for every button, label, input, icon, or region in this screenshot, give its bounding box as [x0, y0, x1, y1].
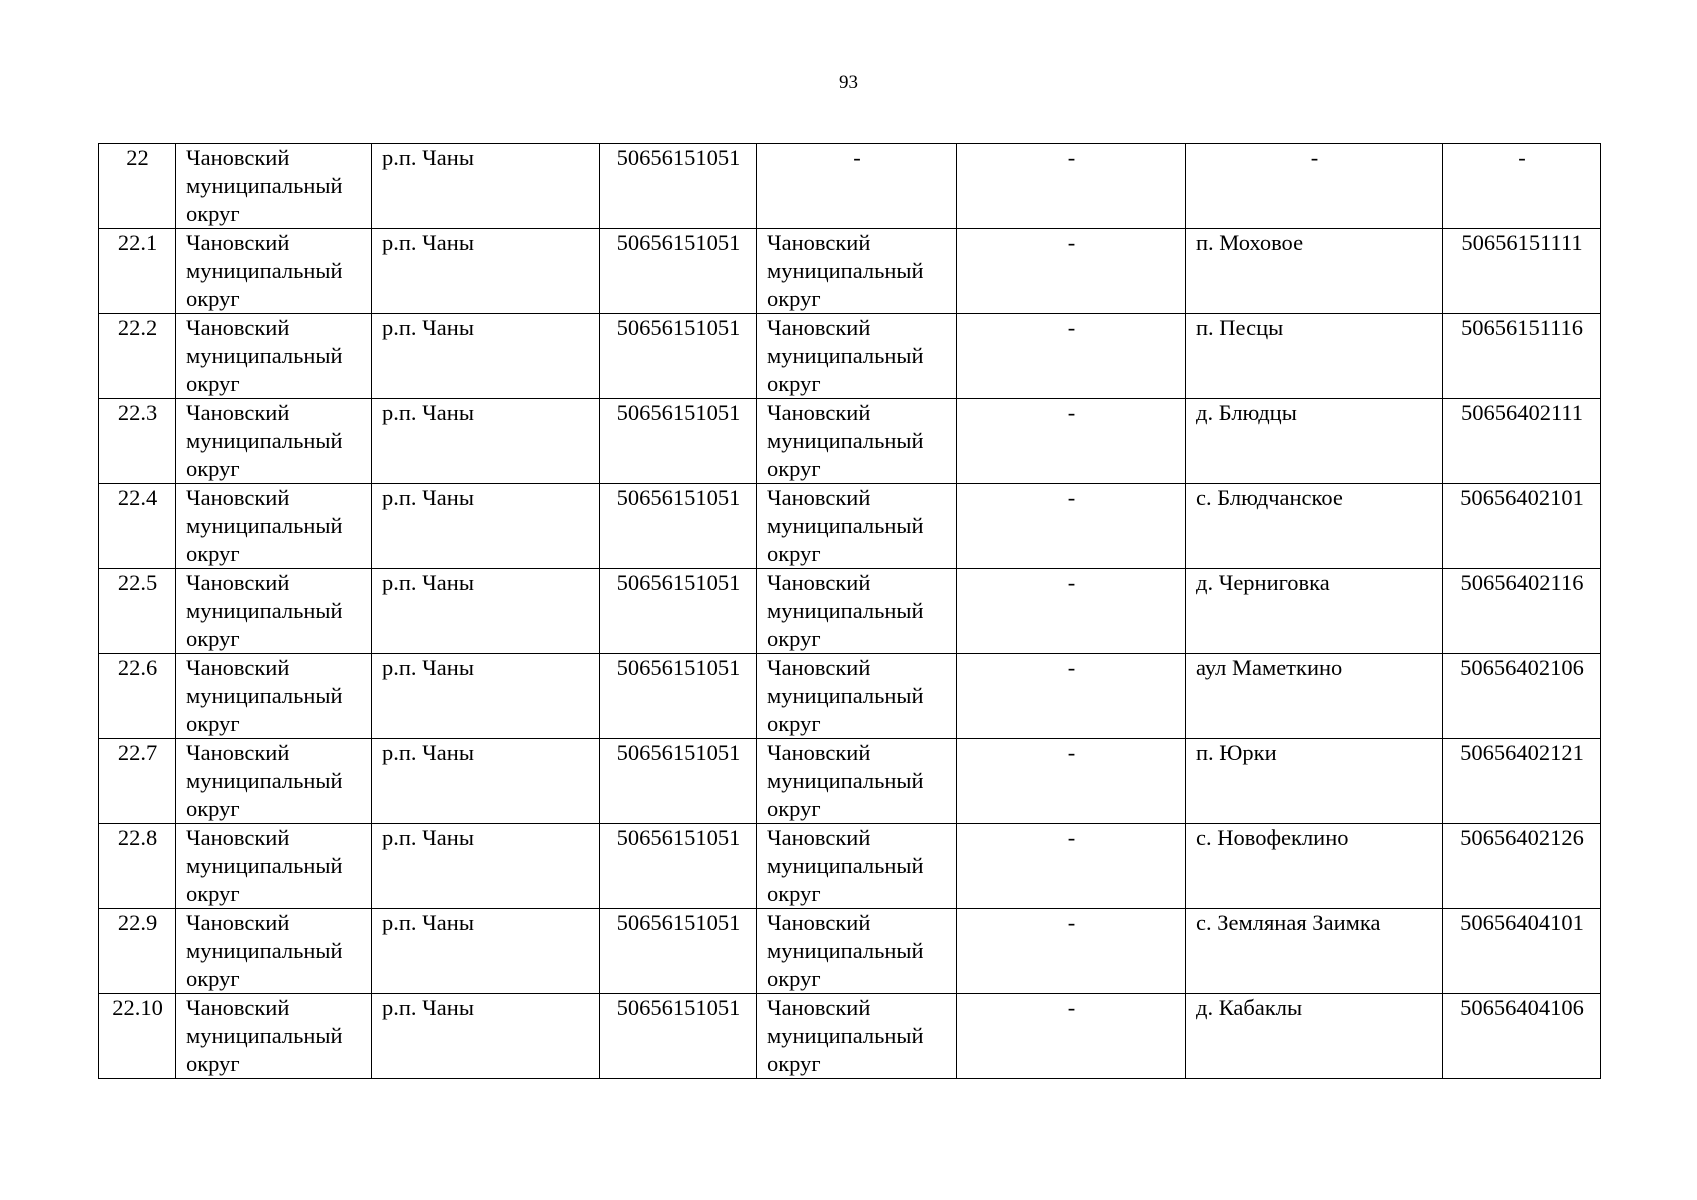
district-cell: Чановский муниципальный округ: [176, 909, 372, 994]
row-number-cell: 22.2: [99, 314, 176, 399]
table-row: [99, 909, 1601, 994]
center-code-cell: 50656151051: [600, 314, 757, 399]
locality-code-cell: 50656402121: [1443, 739, 1601, 824]
center-code-cell: 50656151051: [600, 229, 757, 314]
settlement-cell: -: [957, 909, 1186, 994]
table-row: [99, 144, 1601, 229]
settlement-cell: -: [957, 484, 1186, 569]
center-cell: р.п. Чаны: [372, 569, 600, 654]
district-cell: Чановский муниципальный округ: [176, 399, 372, 484]
target-district-cell: Чановский муниципальный округ: [757, 229, 957, 314]
locality-code-cell: 50656402126: [1443, 824, 1601, 909]
center-code-cell: 50656151051: [600, 484, 757, 569]
table-row: [99, 994, 1601, 1079]
district-cell: Чановский муниципальный округ: [176, 569, 372, 654]
center-cell: р.п. Чаны: [372, 144, 600, 229]
locality-code-cell: 50656404106: [1443, 994, 1601, 1079]
center-cell: р.п. Чаны: [372, 654, 600, 739]
target-district-cell: Чановский муниципальный округ: [757, 739, 957, 824]
center-code-cell: 50656151051: [600, 569, 757, 654]
row-number-cell: 22.7: [99, 739, 176, 824]
locality-cell: аул Маметкино: [1186, 654, 1443, 739]
district-cell: Чановский муниципальный округ: [176, 994, 372, 1079]
center-cell: р.п. Чаны: [372, 909, 600, 994]
settlement-cell: -: [957, 994, 1186, 1079]
center-cell: р.п. Чаны: [372, 824, 600, 909]
locality-cell: -: [1186, 144, 1443, 229]
locality-cell: д. Кабаклы: [1186, 994, 1443, 1079]
table-row: [99, 654, 1601, 739]
target-district-cell: Чановский муниципальный округ: [757, 909, 957, 994]
center-cell: р.п. Чаны: [372, 739, 600, 824]
locality-code-cell: 50656151111: [1443, 229, 1601, 314]
table-row: [99, 739, 1601, 824]
target-district-cell: Чановский муниципальный округ: [757, 484, 957, 569]
row-number-cell: 22: [99, 144, 176, 229]
center-code-cell: 50656151051: [600, 739, 757, 824]
locality-code-cell: 50656402106: [1443, 654, 1601, 739]
target-district-cell: Чановский муниципальный округ: [757, 399, 957, 484]
center-cell: р.п. Чаны: [372, 994, 600, 1079]
settlement-cell: -: [957, 314, 1186, 399]
locality-cell: с. Новофеклино: [1186, 824, 1443, 909]
district-cell: Чановский муниципальный округ: [176, 484, 372, 569]
settlement-cell: -: [957, 824, 1186, 909]
target-district-cell: Чановский муниципальный округ: [757, 654, 957, 739]
table-row: [99, 484, 1601, 569]
table-row: [99, 824, 1601, 909]
row-number-cell: 22.4: [99, 484, 176, 569]
settlement-cell: -: [957, 739, 1186, 824]
target-district-cell: Чановский муниципальный округ: [757, 569, 957, 654]
locality-cell: с. Блюдчанское: [1186, 484, 1443, 569]
center-code-cell: 50656151051: [600, 144, 757, 229]
settlement-table: [98, 143, 1601, 1079]
locality-code-cell: 50656404101: [1443, 909, 1601, 994]
table-row: [99, 569, 1601, 654]
district-cell: Чановский муниципальный округ: [176, 739, 372, 824]
table-row: [99, 399, 1601, 484]
center-code-cell: 50656151051: [600, 399, 757, 484]
locality-cell: п. Песцы: [1186, 314, 1443, 399]
locality-code-cell: 50656402116: [1443, 569, 1601, 654]
settlement-cell: -: [957, 144, 1186, 229]
row-number-cell: 22.8: [99, 824, 176, 909]
district-cell: Чановский муниципальный округ: [176, 229, 372, 314]
district-cell: Чановский муниципальный округ: [176, 314, 372, 399]
center-code-cell: 50656151051: [600, 654, 757, 739]
locality-cell: д. Черниговка: [1186, 569, 1443, 654]
center-cell: р.п. Чаны: [372, 229, 600, 314]
table-row: [99, 314, 1601, 399]
locality-code-cell: -: [1443, 144, 1601, 229]
district-cell: Чановский муниципальный округ: [176, 654, 372, 739]
row-number-cell: 22.6: [99, 654, 176, 739]
center-cell: р.п. Чаны: [372, 314, 600, 399]
target-district-cell: -: [757, 144, 957, 229]
row-number-cell: 22.9: [99, 909, 176, 994]
center-cell: р.п. Чаны: [372, 399, 600, 484]
locality-cell: п. Юрки: [1186, 739, 1443, 824]
locality-code-cell: 50656402101: [1443, 484, 1601, 569]
row-number-cell: 22.5: [99, 569, 176, 654]
row-number-cell: 22.1: [99, 229, 176, 314]
center-code-cell: 50656151051: [600, 994, 757, 1079]
table-row: [99, 229, 1601, 314]
locality-code-cell: 50656151116: [1443, 314, 1601, 399]
district-cell: Чановский муниципальный округ: [176, 144, 372, 229]
settlement-cell: -: [957, 399, 1186, 484]
district-cell: Чановский муниципальный округ: [176, 824, 372, 909]
locality-code-cell: 50656402111: [1443, 399, 1601, 484]
locality-cell: д. Блюдцы: [1186, 399, 1443, 484]
target-district-cell: Чановский муниципальный округ: [757, 824, 957, 909]
target-district-cell: Чановский муниципальный округ: [757, 994, 957, 1079]
table-body: [99, 144, 1601, 1079]
center-code-cell: 50656151051: [600, 824, 757, 909]
locality-cell: с. Земляная Заимка: [1186, 909, 1443, 994]
center-code-cell: 50656151051: [600, 909, 757, 994]
target-district-cell: Чановский муниципальный округ: [757, 314, 957, 399]
settlement-cell: -: [957, 229, 1186, 314]
row-number-cell: 22.3: [99, 399, 176, 484]
center-cell: р.п. Чаны: [372, 484, 600, 569]
settlement-cell: -: [957, 569, 1186, 654]
locality-cell: п. Моховое: [1186, 229, 1443, 314]
row-number-cell: 22.10: [99, 994, 176, 1079]
page-number: 93: [839, 72, 858, 93]
settlement-cell: -: [957, 654, 1186, 739]
